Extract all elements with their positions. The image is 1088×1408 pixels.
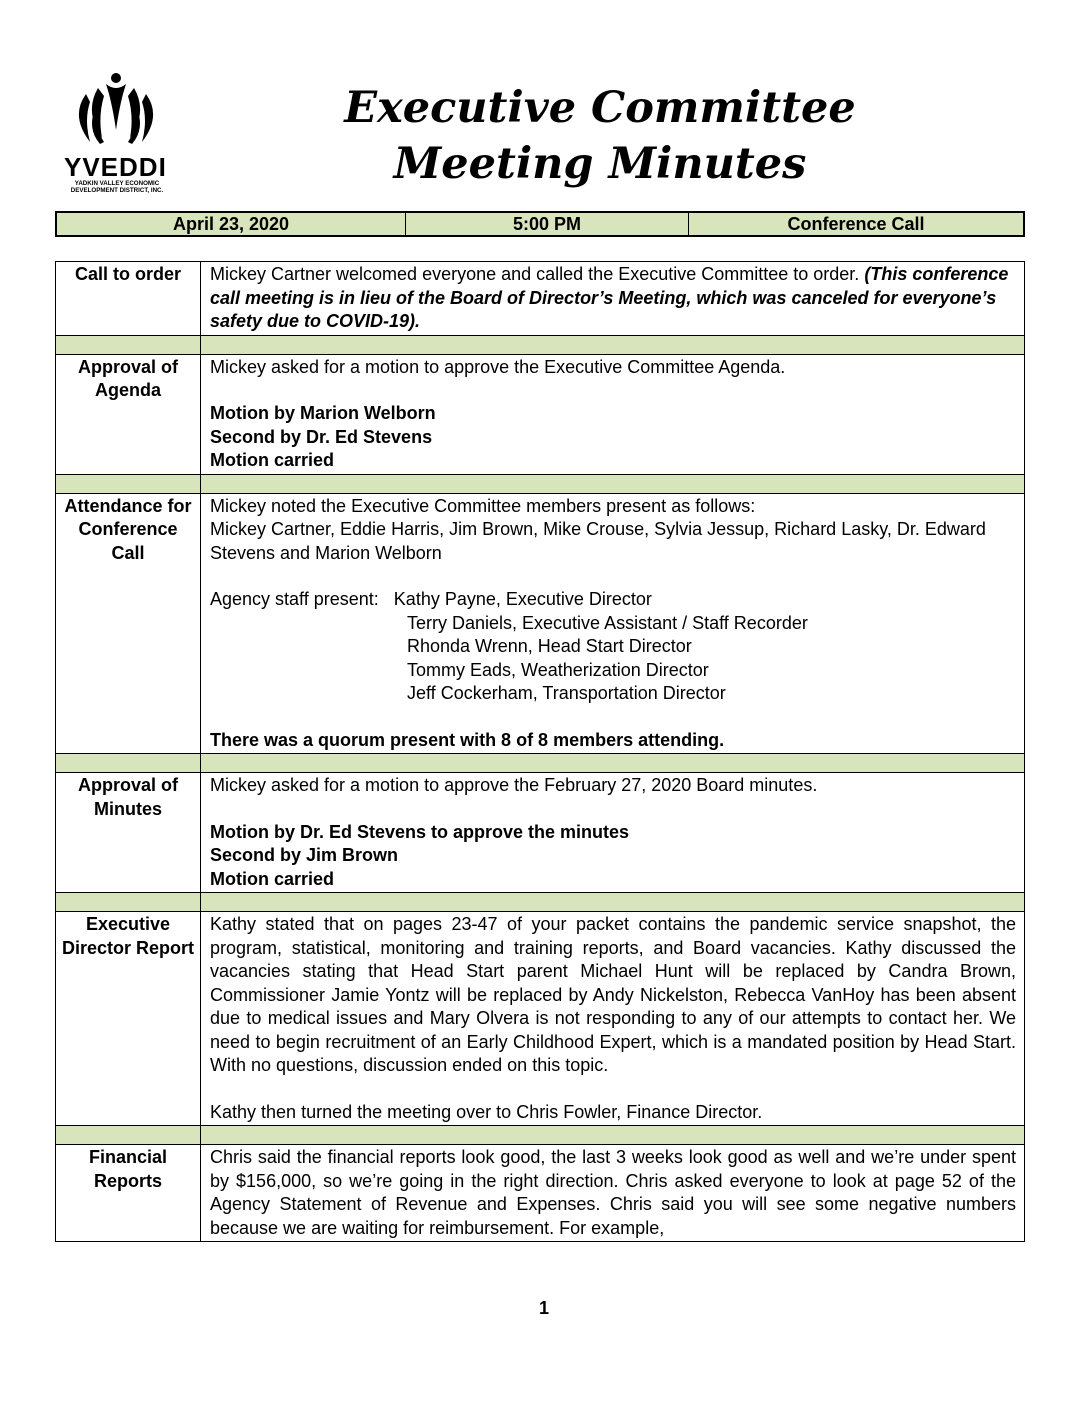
attendance-members: Mickey Cartner, Eddie Harris, Jim Brown, Mike Crouse, Sylvia Jessup, Richard Lasky, Dr. Edward Stevens and Marion Welborn [210,519,986,563]
logo-subtitle [62,180,172,194]
minutes-result: Motion carried [210,868,335,889]
section-attendance [56,493,1025,754]
spacer-row [56,754,1025,773]
staff-label: Agency staff present: [210,589,379,609]
section-label: Attendance for Conference Call [56,493,201,754]
logo-emblem-icon [54,72,174,152]
staff-member: Terry Daniels, Executive Assistant / Staff Recorder [407,612,808,633]
yveddi-logo [54,72,204,202]
title-line2: Meeting Minutes [393,139,807,189]
meeting-location: Conference Call [787,214,925,234]
section-label: Approval of Minutes [56,773,201,893]
section-body [201,354,1025,474]
section-body [201,773,1025,893]
meeting-time: 5:00 PM [406,213,689,235]
minutes-text: Mickey asked for a motion to approve the February 27, 2020 Board minutes. [210,775,818,795]
call-to-order-note: (This conference call meeting is in lieu of the Board of Director’s Meeting, which was canceled for everyone’s safety due to COVID-19). [210,264,1009,331]
attendance-intro: Mickey noted the Executive Committee members present as follows: [210,495,756,516]
section-label: Financial Reports [56,1145,201,1242]
staff-member: Jeff Cockerham, Transportation Director [407,683,726,703]
spacer-row [56,1126,1025,1145]
agenda-motion: Motion by Marion Welborn [210,403,436,423]
minutes-motion: Motion by Dr. Ed Stevens to approve the minutes [210,821,630,842]
section-label: Executive Director Report [56,912,201,1126]
section-label: Approval of Agenda [56,354,201,474]
executive-report-closing: Kathy then turned the meeting over to Chris Fowler, Finance Director. [210,1101,763,1122]
staff-member: Kathy Payne, Executive Director [393,589,652,609]
staff-member: Rhonda Wrenn, Head Start Director [407,636,692,656]
section-label: Call to order [56,262,201,336]
section-financial [56,1145,1025,1242]
section-body [201,493,1025,754]
spacer-row [56,893,1025,912]
section-approval-agenda [56,354,1025,474]
staff-line-1 [210,588,1016,612]
page-title [330,80,870,192]
meeting-info-bar [55,211,1025,237]
call-to-order-text: Mickey Cartner welcomed everyone and called the Executive Committee to order. [210,264,860,284]
section-body [201,912,1025,1126]
logo-name: YVEDDI [64,152,167,182]
section-executive-report [56,912,1025,1126]
minutes-table [55,261,1025,1242]
executive-report-text: Kathy stated that on pages 23-47 of your packet contains the pandemic service snapshot, the program, statistical, monitoring and training reports, and Board vacancies. Kathy discussed the vacancies stating that Head Start parent Michael Hunt will be replaced by Candra Brown, Commissioner Jamie Yontz will be replaced by Andy Nickelston, Rebecca VanHoy has been absent due to medical issues and Mary Olvera is not responding to any of our attempts to contact her. We need to begin recruitment of an Early Childhood Expert, which is a mandated position by Head Start. With no questions, discussion ended on this topic. [210,914,1016,1075]
section-body [201,262,1025,336]
section-body [201,1145,1025,1242]
meeting-date: April 23, 2020 [57,213,406,235]
agenda-text: Mickey asked for a motion to approve the Executive Committee Agenda. [210,356,786,377]
page-number: 1 [538,1298,549,1318]
spacer-row [56,474,1025,493]
section-call-to-order [56,262,1025,336]
logo-subtitle-line2: DEVELOPMENT DISTRICT, INC. [70,187,164,194]
financial-text: Chris said the financial reports look good, the last 3 weeks look good as well and we’re under spent by $156,000, so we’re going in the right direction. Chris asked everyone to look at page 52 of the Agency Statement of Revenue and Expenses. Chris said you will see some negative numbers because we are waiting for reimbursement. For example, [210,1147,1016,1238]
staff-member: Tommy Eads, Weatherization Director [407,659,709,680]
logo-subtitle-line1: YADKIN VALLEY ECONOMIC [74,180,160,187]
section-approval-minutes [56,773,1025,893]
agenda-second: Second by Dr. Ed Stevens [210,426,433,447]
minutes-second: Second by Jim Brown [210,845,399,865]
spacer-row [56,335,1025,354]
quorum-statement: There was a quorum present with 8 of 8 members attending. [210,729,725,750]
title-line1: Executive Committee [344,83,856,133]
agenda-result: Motion carried [210,450,335,470]
